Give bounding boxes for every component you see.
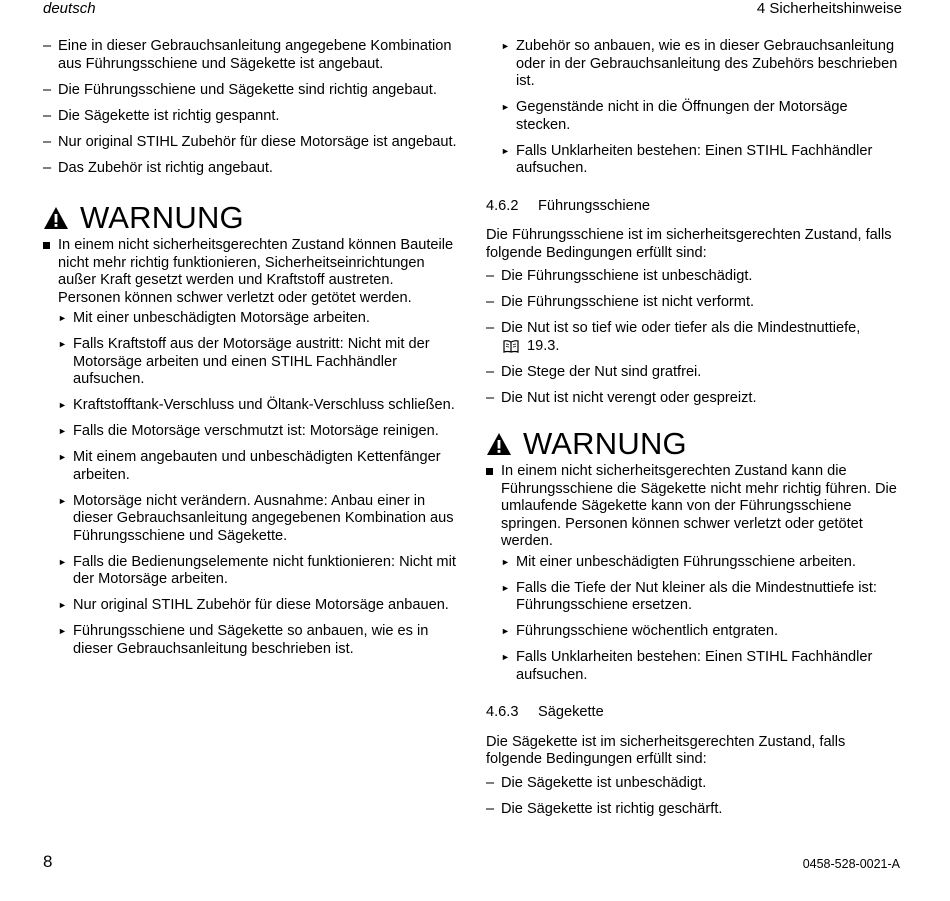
action-item: ► Mit einem angebauten und unbeschädigten Kettenfänger arbeiten. xyxy=(58,449,441,483)
book-reference-icon xyxy=(503,339,519,353)
action-item: ► Zubehör so anbauen, wie es in dieser Gebrauchsanleitung oder in der Gebrauchsanleitung des Zubehörs beschrieben ist. xyxy=(501,38,898,89)
action-item: ► Motorsäge nicht verändern. Ausnahme: Anbau einer in dieser Gebrauchsanleitung angegebenen Kombination aus Führungsschiene und Sägekette. xyxy=(58,492,454,544)
action-item: ► Falls die Motorsäge verschmutzt ist: Motorsäge reinigen. xyxy=(58,423,439,439)
action-list xyxy=(501,554,901,685)
page-reference: 19.3. xyxy=(527,337,560,354)
action-item: ► Führungsschiene und Sägekette so anbauen, wie es in dieser Gebrauchsanleitung beschrieben ist. xyxy=(58,623,429,657)
condition-item: – Nur original STIHL Zubehör für diese Motorsäge ist angebaut. xyxy=(43,133,457,150)
condition-item: – Die Nut ist nicht verengt oder gespreizt. xyxy=(486,389,757,406)
section-heading-4-6-2: 4.6.2 Führungsschiene xyxy=(486,197,650,214)
condition-item: – Eine in dieser Gebrauchsanleitung angegebene Kombination aus Führungsschiene und Sägekette ist angebaut. xyxy=(43,38,452,72)
action-item: ► Nur original STIHL Zubehör für diese Motorsäge anbauen. xyxy=(58,597,449,613)
action-item: ► Falls Kraftstoff aus der Motorsäge austritt: Nicht mit der Motorsäge arbeiten und einen STIHL Fachhändler aufsuchen. xyxy=(58,336,430,387)
condition-item: – Die Führungsschiene ist unbeschädigt. xyxy=(486,268,753,284)
section-intro: Die Führungsschiene ist im sicherheitsgerechten Zustand, falls folgende Bedingungen erfüllt sind: xyxy=(486,227,892,261)
header-chapter: 4 Sicherheitshinweise xyxy=(756,0,902,17)
condition-item: – Die Stege der Nut sind gratfrei. xyxy=(486,363,702,380)
condition-item: – Die Führungsschiene ist nicht verformt. xyxy=(486,294,755,310)
warning-heading: WARNUNG xyxy=(486,427,901,461)
right-column xyxy=(486,38,901,827)
page-number: 8 xyxy=(43,852,53,871)
document-code: 0458-528-0021-A xyxy=(802,857,900,871)
action-item: ► Falls Unklarheiten bestehen: Einen STIHL Fachhändler aufsuchen. xyxy=(501,649,873,683)
warning-text: In einem nicht sicherheitsgerechten Zustand können Bauteile nicht mehr richtig funktionieren, Sicherheitseinrichtungen außer Kraft gesetzt werden und Kraftstoff austreten. Personen können schwer verletzt oder getötet werden. xyxy=(43,237,458,307)
action-list xyxy=(501,38,901,178)
warning-heading: WARNUNG xyxy=(43,201,458,235)
condition-item: – Die Nut ist so tief wie oder tiefer als die Mindestnuttiefe, 19.3. xyxy=(486,320,861,354)
action-item: ► Führungsschiene wöchentlich entgraten. xyxy=(501,623,779,639)
action-item: ► Kraftstofftank-Verschluss und Öltank-Verschluss schließen. xyxy=(58,397,455,413)
action-list xyxy=(58,310,458,658)
condition-item: – Die Sägekette ist unbeschädigt. xyxy=(486,774,707,791)
warning-triangle-icon xyxy=(486,432,512,456)
condition-item: – Die Führungsschiene und Sägekette sind richtig angebaut. xyxy=(43,81,437,98)
section-intro: Die Sägekette ist im sicherheitsgerechten Zustand, falls folgende Bedingungen erfüllt sind: xyxy=(486,733,846,767)
action-item: ► Falls Unklarheiten bestehen: Einen STIHL Fachhändler aufsuchen. xyxy=(501,142,873,176)
condition-item: – Das Zubehör ist richtig angebaut. xyxy=(43,159,273,176)
action-item: ► Gegenstände nicht in die Öffnungen der Motorsäge stecken. xyxy=(501,99,848,133)
warning-text: In einem nicht sicherheitsgerechten Zustand kann die Führungsschiene die Sägekette nicht mehr richtig führen. Die umlaufende Sägekette kann von der Führungsschiene springen. Personen können schwer verletzt oder getötet werden. xyxy=(486,463,901,551)
action-item: ► Falls die Tiefe der Nut kleiner als die Mindestnuttiefe ist: Führungsschiene ersetzen. xyxy=(501,579,877,613)
action-item: ► Falls die Bedienungselemente nicht funktionieren: Nicht mit der Motorsäge arbeiten. xyxy=(58,553,456,587)
condition-item: – Die Sägekette ist richtig geschärft. xyxy=(486,800,723,817)
section-heading-4-6-3: 4.6.3 Sägekette xyxy=(486,704,604,720)
action-item: ► Mit einer unbeschädigten Motorsäge arbeiten. xyxy=(58,310,370,326)
left-column xyxy=(43,38,458,667)
header-language: deutsch xyxy=(43,0,96,17)
condition-item: – Die Sägekette ist richtig gespannt. xyxy=(43,107,280,124)
action-item: ► Mit einer unbeschädigten Führungsschiene arbeiten. xyxy=(501,553,856,570)
warning-triangle-icon xyxy=(43,206,69,230)
